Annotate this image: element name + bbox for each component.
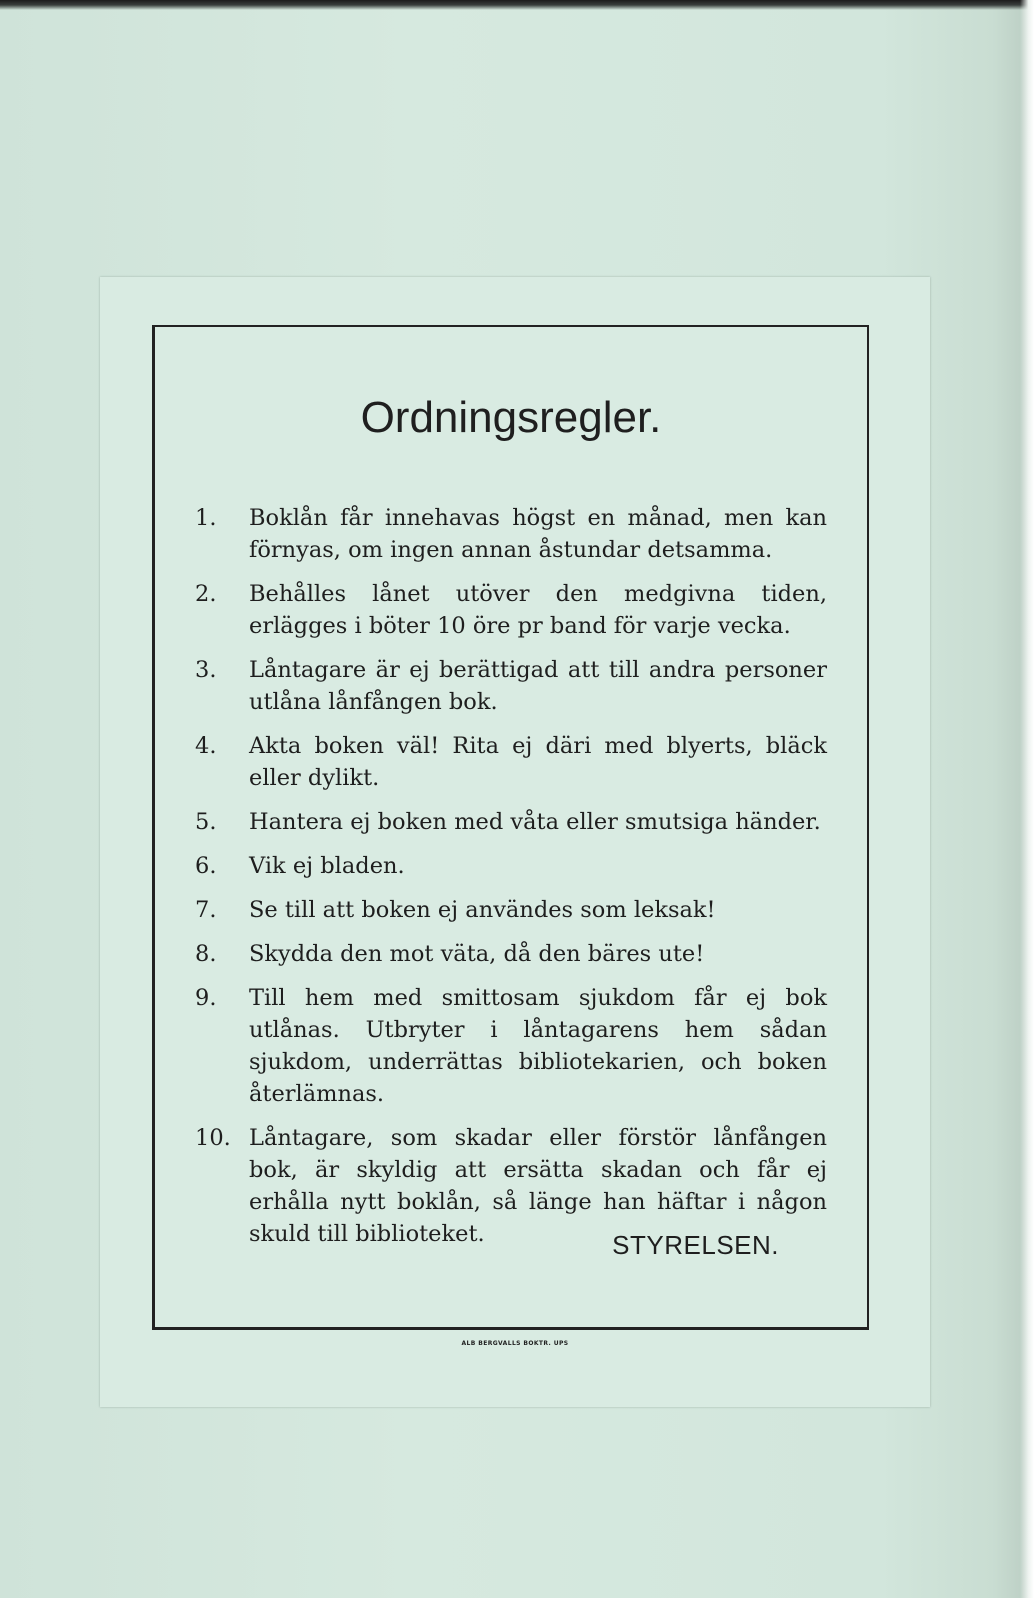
rule-text: Till hem med smittosam sjukdom får ej bok utlånas. Utbryter i låntagarens hem sådan sjukdom, underrättas bibliotekarien, och boken återlämnas. [249, 985, 827, 1107]
rule-text: Akta boken väl! Rita ej däri med blyerts, bläck eller dylikt. [249, 733, 827, 791]
rule-number: 1. [195, 505, 217, 531]
page-title: Ordningsregler. [360, 393, 662, 442]
rule-item [195, 730, 827, 794]
rule-text: Behålles lånet utöver den medgivna tiden, erlägges i böter 10 öre pr band för varje vecka. [249, 581, 827, 639]
rule-item [195, 894, 827, 926]
page-top-edge [0, 0, 1034, 10]
signature: STYRELSEN. [612, 1230, 779, 1260]
rule-item [195, 982, 827, 1110]
rule-number: 9. [195, 985, 217, 1011]
rule-text: Hantera ej boken med våta eller smutsiga händer. [249, 809, 821, 835]
rule-text: Se till att boken ej användes som leksak! [249, 897, 716, 923]
rule-number: 8. [195, 941, 217, 967]
rule-number: 5. [195, 809, 217, 835]
rule-number: 6. [195, 853, 217, 879]
notice-frame [152, 325, 869, 1330]
page-right-edge [1020, 0, 1034, 1598]
rule-item [195, 502, 827, 566]
rule-number: 7. [195, 897, 217, 923]
rule-item [195, 654, 827, 718]
rule-item [195, 806, 827, 838]
rule-text: Vik ej bladen. [249, 853, 405, 879]
rule-text: Låntagare är ej berättigad att till andra personer utlåna lånfången bok. [249, 657, 827, 715]
library-notice [100, 277, 930, 1407]
rule-text: Skydda den mot väta, då den bäres ute! [249, 941, 705, 967]
rule-number: 2. [195, 581, 217, 607]
rule-item [195, 938, 827, 970]
printer-mark: ALB BERGVALLS BOKTR. UPS [461, 1340, 569, 1347]
rule-text: Låntagare, som skadar eller förstör lånfången bok, är skyldig att ersätta skadan och får ej erhålla nytt boklån, så länge han häftar i någon skuld till biblioteket. [249, 1125, 827, 1247]
rule-number: 3. [195, 657, 217, 683]
rule-text: Boklån får innehavas högst en månad, men kan förnyas, om ingen annan åstundar detsamma. [249, 505, 827, 563]
rule-number: 4. [195, 733, 217, 759]
rule-item [195, 850, 827, 882]
rule-item [195, 578, 827, 642]
rules-list [195, 502, 827, 1262]
rule-number: 10. [195, 1125, 231, 1151]
